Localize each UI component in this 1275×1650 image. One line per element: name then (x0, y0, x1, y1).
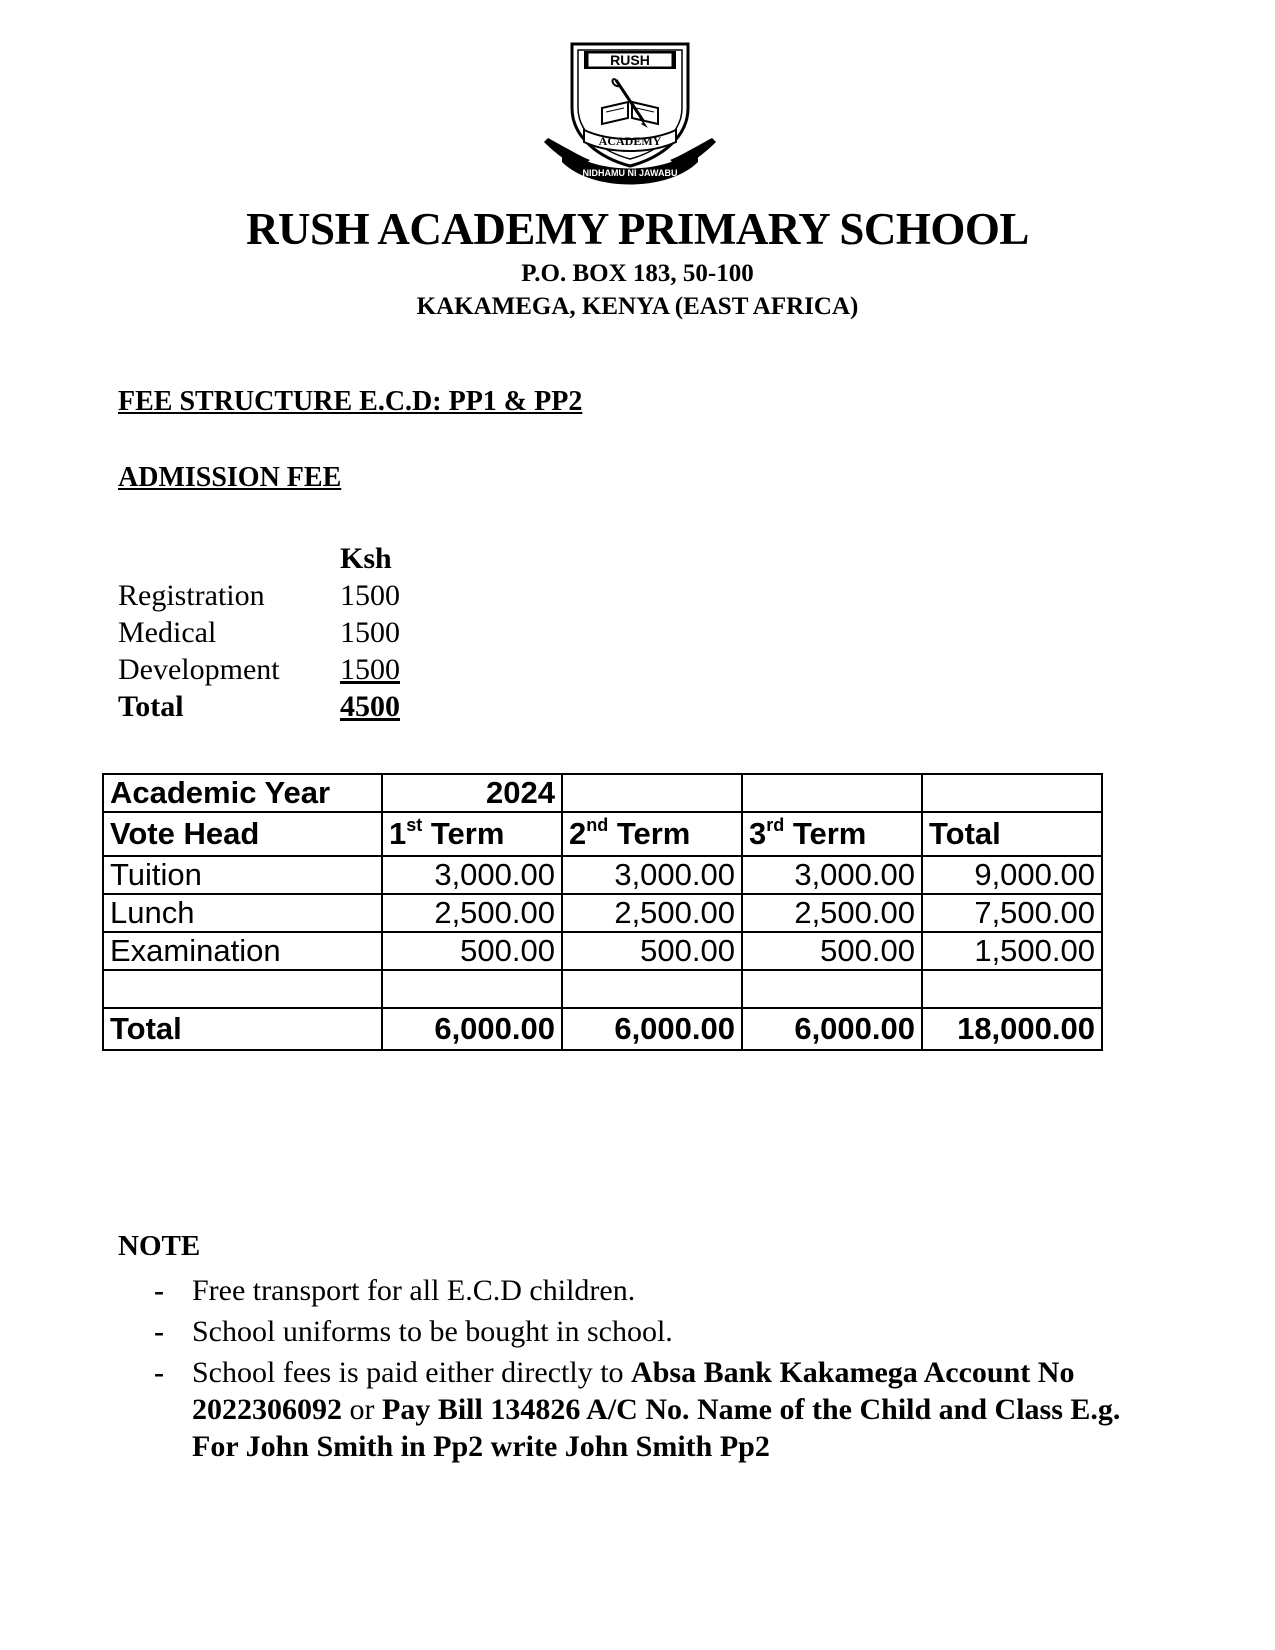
school-postal-address: P.O. BOX 183, 50-100 (521, 260, 754, 287)
term3-total: 6,000.00 (742, 1008, 922, 1050)
bank-account-text: Absa Bank Kakamega Account No 2022306092 (192, 1356, 1075, 1426)
term3-amount: 500.00 (742, 932, 922, 970)
term3-header: 3rd Term (742, 812, 922, 856)
table-header-row (103, 812, 1102, 856)
academic-year-value: 2024 (382, 774, 562, 812)
table-row (103, 856, 1102, 894)
vote-head-label: Examination (103, 932, 382, 970)
term2-amount: 500.00 (562, 932, 742, 970)
admission-item-value: 1500 (340, 616, 400, 649)
admission-item-value: 1500 (340, 653, 400, 686)
empty-cell (922, 774, 1102, 812)
admission-total-value: 4500 (340, 690, 400, 723)
term1-amount: 3,000.00 (382, 856, 562, 894)
admission-item-label: Medical (118, 616, 217, 649)
vote-head-label: Lunch (103, 894, 382, 932)
note-item-payment (150, 1354, 1150, 1465)
admission-item-value: 1500 (340, 579, 400, 612)
row-total-amount: 9,000.00 (922, 856, 1102, 894)
table-row (103, 894, 1102, 932)
school-name: RUSH ACADEMY PRIMARY SCHOOL (246, 204, 1029, 254)
total-header: Total (922, 812, 1102, 856)
row-total-amount: 1,500.00 (922, 932, 1102, 970)
table-row-blank (103, 970, 1102, 1008)
note-text: or (342, 1393, 382, 1426)
grand-total: 18,000.00 (922, 1008, 1102, 1050)
row-total-amount: 7,500.00 (922, 894, 1102, 932)
bullet-dash: - (154, 1274, 164, 1307)
term2-total: 6,000.00 (562, 1008, 742, 1050)
admission-total-label: Total (118, 690, 184, 723)
term1-total: 6,000.00 (382, 1008, 562, 1050)
term3-amount: 3,000.00 (742, 856, 922, 894)
table-row (103, 932, 1102, 970)
admission-item-label: Development (118, 653, 280, 686)
empty-cell (382, 970, 562, 1008)
bullet-dash: - (154, 1315, 164, 1348)
svg-text:ACADEMY: ACADEMY (598, 134, 662, 148)
svg-text:NIDHAMU NI JAWABU: NIDHAMU NI JAWABU (582, 168, 678, 178)
svg-text:RUSH: RUSH (610, 52, 650, 68)
note-text: Free transport for all E.C.D children. (192, 1274, 636, 1307)
term1-amount: 2,500.00 (382, 894, 562, 932)
academic-year-label: Academic Year (103, 774, 382, 812)
table-total-row (103, 1008, 1102, 1050)
paybill-text: Pay Bill 134826 A/C No. Name of the Child and Class E.g. For John Smith in Pp2 write John Smith Pp2 (192, 1393, 1121, 1463)
school-crest-logo (540, 38, 720, 198)
term2-amount: 3,000.00 (562, 856, 742, 894)
fee-structure-title: FEE STRUCTURE E.C.D: PP1 & PP2 (118, 386, 583, 417)
empty-cell (103, 970, 382, 1008)
empty-cell (562, 774, 742, 812)
notes-list (150, 1272, 1150, 1469)
admission-fee-title: ADMISSION FEE (118, 462, 342, 493)
term1-amount: 500.00 (382, 932, 562, 970)
term2-amount: 2,500.00 (562, 894, 742, 932)
vote-head-header: Vote Head (103, 812, 382, 856)
vote-head-label: Tuition (103, 856, 382, 894)
note-text: School uniforms to be bought in school. (192, 1315, 673, 1348)
total-label: Total (103, 1008, 382, 1050)
admission-item-label: Registration (118, 579, 265, 612)
note-title: NOTE (118, 1230, 201, 1262)
empty-cell (742, 774, 922, 812)
term3-amount: 2,500.00 (742, 894, 922, 932)
note-item (150, 1272, 1150, 1309)
bullet-dash: - (154, 1356, 164, 1389)
term2-header: 2nd Term (562, 812, 742, 856)
empty-cell (922, 970, 1102, 1008)
term1-header: 1st Term (382, 812, 562, 856)
school-location: KAKAMEGA, KENYA (EAST AFRICA) (416, 293, 859, 320)
empty-cell (742, 970, 922, 1008)
note-item (150, 1313, 1150, 1350)
currency-header: Ksh (340, 542, 392, 575)
empty-cell (562, 970, 742, 1008)
table-row-academic-year (103, 774, 1102, 812)
note-text: School fees is paid either directly to (192, 1356, 632, 1389)
fee-table (102, 773, 1103, 1051)
